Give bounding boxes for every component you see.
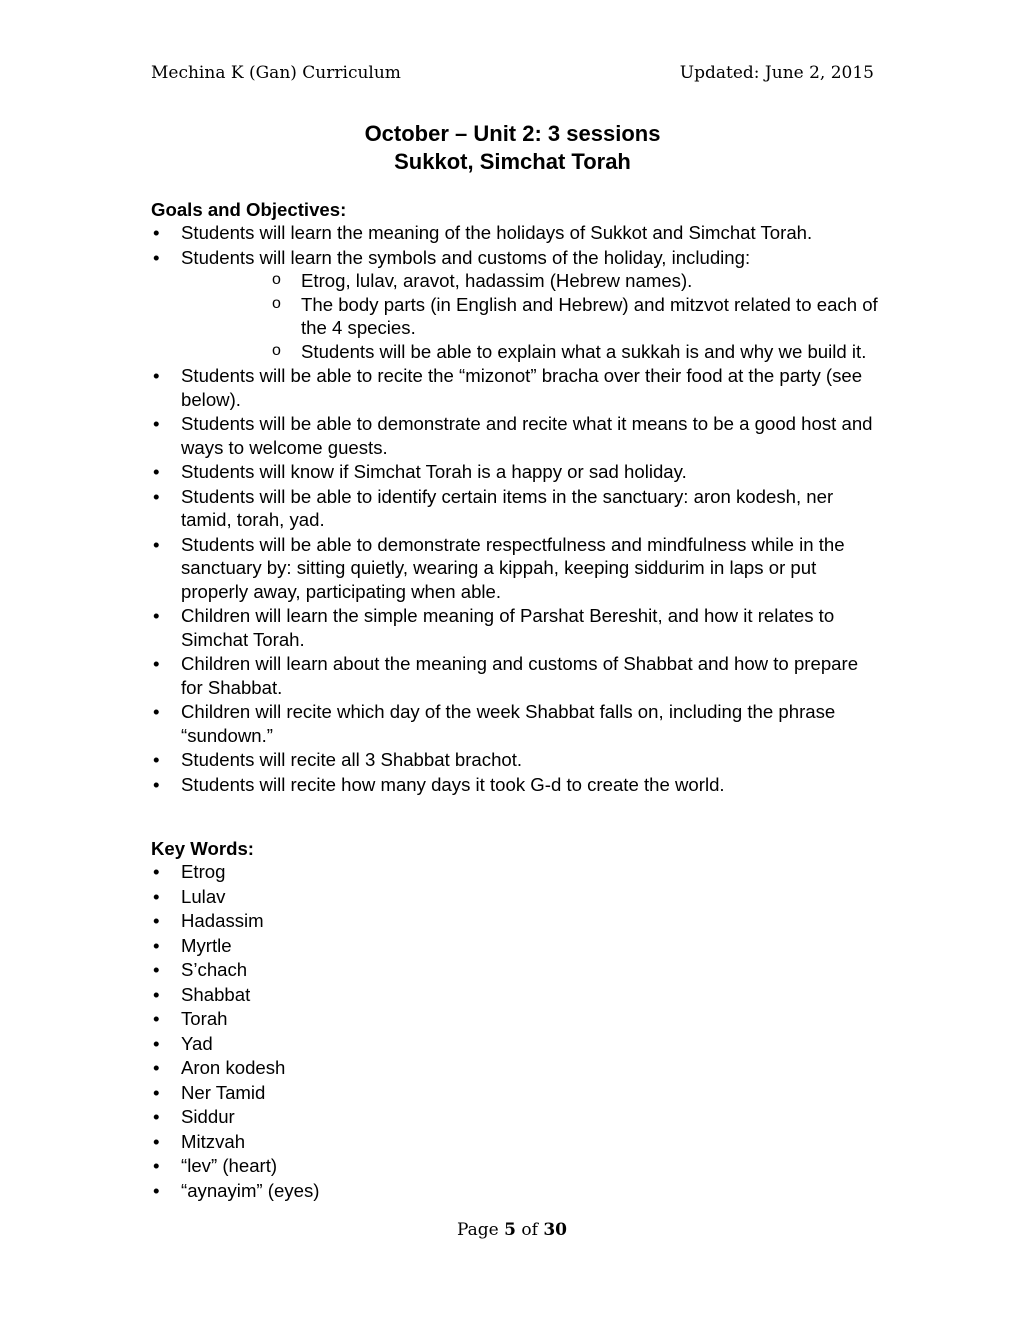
sub-list-item-text: The body parts (in English and Hebrew) and mitzvot related to each of the 4 species. <box>301 293 878 339</box>
goals-heading: Goals and Objectives: <box>151 199 347 220</box>
key-word-item <box>151 1154 881 1177</box>
key-words-heading: Key Words: <box>151 838 254 859</box>
sub-list-item <box>181 269 881 292</box>
key-word-text: Mitzvah <box>181 1130 246 1152</box>
list-item-text: Students will learn the symbols and customs of the holiday, including: <box>181 247 751 268</box>
sub-list <box>181 269 881 363</box>
list-item <box>151 748 881 771</box>
key-word-item <box>151 983 881 1006</box>
goals-section <box>151 198 881 797</box>
total-page-count: 30 <box>543 1220 568 1240</box>
key-words-list <box>151 860 881 1202</box>
header-updated-date: Updated: June 2, 2015 <box>679 63 874 83</box>
list-item-text: Children will recite which day of the week Shabbat falls on, including the phrase “sundown.” <box>181 701 836 746</box>
list-item <box>151 604 881 651</box>
list-item-text: Students will recite how many days it took G-d to create the world. <box>181 773 725 795</box>
list-item-text: Students will be able to demonstrate respectfulness and mindfulness while in the sanctuary by: sitting quietly, wearing a kippah, keeping siddurim in laps or put properly away, participating when able. <box>181 533 845 602</box>
key-word-text: Yad <box>181 1032 213 1054</box>
list-item-text: Students will be able to identify certain items in the sanctuary: aron kodesh, ner tamid, torah, yad. <box>181 485 834 531</box>
key-word-text: Siddur <box>181 1106 235 1128</box>
list-item <box>151 485 881 532</box>
current-page-number: 5 <box>504 1220 516 1240</box>
key-word-item <box>151 1130 881 1153</box>
goals-list <box>151 221 881 796</box>
list-item-text: Children will learn about the meaning and customs of Shabbat and how to prepare for Shabbat. <box>181 653 859 698</box>
key-word-text: Hadassim <box>181 910 264 932</box>
key-word-item <box>151 1056 881 1079</box>
sub-list-item-text: Students will be able to explain what a sukkah is and why we build it. <box>301 340 867 362</box>
key-word-text: “lev” (heart) <box>181 1155 278 1177</box>
list-item <box>151 700 881 747</box>
key-word-text: Shabbat <box>181 983 251 1005</box>
list-item <box>151 533 881 603</box>
list-item-text: Students will know if Simchat Torah is a happy or sad holiday. <box>181 461 687 483</box>
header-title: Mechina K (Gan) Curriculum <box>151 63 401 83</box>
list-item <box>151 221 881 244</box>
list-item <box>151 460 881 483</box>
key-word-item <box>151 1032 881 1055</box>
list-item-text: Students will learn the meaning of the holidays of Sukkot and Simchat Torah. <box>181 222 813 244</box>
title-line-1: October – Unit 2: 3 sessions <box>364 121 661 146</box>
list-item-text: Students will be able to demonstrate and recite what it means to be a good host and ways to welcome guests. <box>181 413 873 458</box>
list-item <box>151 246 881 363</box>
list-item <box>151 412 881 459</box>
key-word-item <box>151 885 881 908</box>
key-word-text: Ner Tamid <box>181 1081 266 1103</box>
key-word-text: S’chach <box>181 959 248 981</box>
page-header <box>151 61 874 85</box>
key-word-item <box>151 1179 881 1202</box>
list-item <box>151 773 881 796</box>
key-word-text: Torah <box>181 1008 228 1030</box>
key-word-item <box>151 1105 881 1128</box>
title-line-2: Sukkot, Simchat Torah <box>394 149 631 174</box>
key-word-item <box>151 909 881 932</box>
key-word-text: “aynayim” (eyes) <box>181 1179 320 1201</box>
page-footer <box>0 1218 1024 1242</box>
list-item-text: Children will learn the simple meaning of Parshat Bereshit, and how it relates to Simchat Torah. <box>181 605 835 650</box>
list-item <box>151 652 881 699</box>
key-word-text: Myrtle <box>181 934 232 956</box>
sub-list-item-text: Etrog, lulav, aravot, hadassim (Hebrew names). <box>301 270 693 292</box>
list-item-text: Students will recite all 3 Shabbat brachot. <box>181 749 523 771</box>
key-word-text: Etrog <box>181 861 226 883</box>
sub-list-item <box>181 340 881 363</box>
list-item-text: Students will be able to recite the “mizonot” bracha over their food at the party (see below). <box>181 365 863 410</box>
page-label: Page <box>456 1220 505 1240</box>
key-word-text: Aron kodesh <box>181 1057 286 1079</box>
key-word-item <box>151 860 881 883</box>
key-word-item <box>151 958 881 981</box>
sub-list-item <box>181 293 881 340</box>
page-of-label: of <box>516 1220 544 1240</box>
list-item <box>151 364 881 411</box>
key-word-text: Lulav <box>181 885 226 907</box>
key-words-section <box>151 837 881 1203</box>
key-word-item <box>151 1007 881 1030</box>
key-word-item <box>151 1081 881 1104</box>
page-title <box>151 120 874 176</box>
key-word-item <box>151 934 881 957</box>
